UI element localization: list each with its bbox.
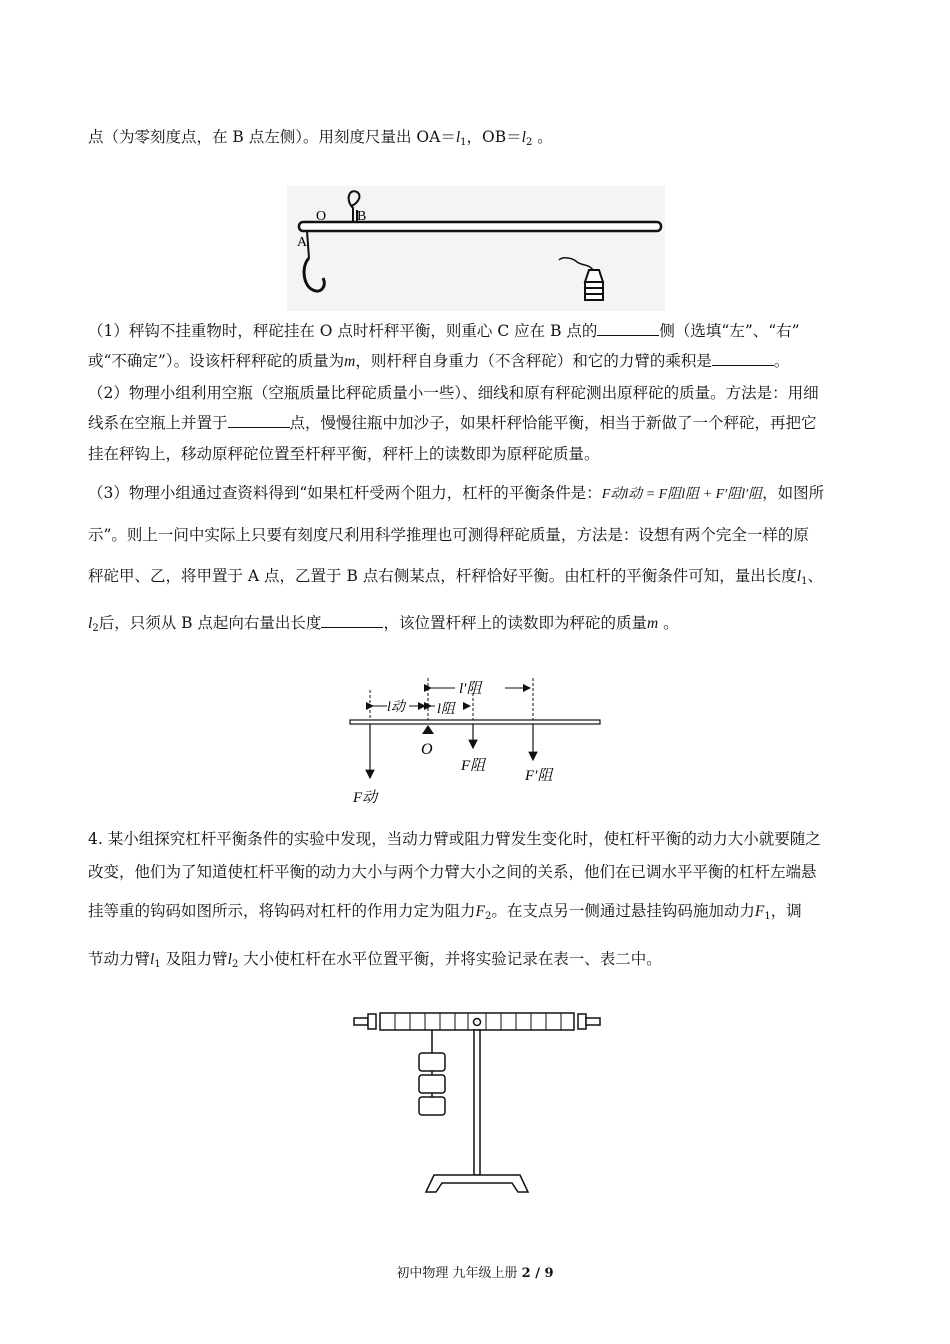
q3-line-2: 示”。则上一问中实际上只要有刻度尺利用科学推理也可测得秤砣质量，方法是：设想有两个完全一样的原 (88, 526, 809, 544)
label-B: B (357, 209, 367, 224)
text-line-oa-ob: 点（为零刻度点，在 B 点左侧）。用刻度尺量出 $OA=l_1$，$OB=l_2$ 。 (88, 128, 553, 148)
label-O: O (316, 209, 327, 224)
stand-base (426, 1175, 528, 1192)
answer-blank[interactable] (228, 413, 290, 428)
page-footer: 初中物理 九年级上册 2 / 9 (396, 1266, 554, 1281)
label-F-zu: F阻 (461, 758, 486, 774)
page-total: 9 (544, 1266, 554, 1281)
page-number: 2 (521, 1266, 531, 1281)
q4-line-4: 节动力臂$l_1$ 及阻力臂$l_2$ 大小使杠杆在水平位置平衡，并将实验记录在表一、表二中。 (88, 950, 662, 970)
q2-line-2: 线系在空瓶上并置于 点，慢慢往瓶中加沙子，如果杆秤恰能平衡，相当于新做了一个秤砣，再把它 (88, 414, 817, 432)
label-F-zu-prime: F′阻 (525, 768, 553, 784)
q3-line-1: （3）物理小组通过查资料得到“如果杠杆受两个阻力，杠杆的平衡条件是：F动l动 = F阻l阻 + F′阻l′阻，如图所 (88, 484, 825, 502)
answer-blank[interactable] (321, 613, 383, 628)
steelyard-beam (299, 222, 661, 231)
q3-line-4: $l_2$后，只须从 B 点起向右量出长度 ，该位置杆秤上的读数即为秤砣的质量m 。 (88, 614, 679, 634)
lever-force-diagram (345, 668, 607, 813)
hook-weights (419, 1053, 445, 1115)
answer-blank[interactable] (712, 351, 774, 366)
q4-line-1: 4. 某小组探究杠杆平衡条件的实验中发现，当动力臂或阻力臂发生变化时，使杠杆平衡的动力大小就要随之 (88, 830, 821, 848)
q4-line-3: 挂等重的钩码如图所示，将钩码对杠杆的作用力定为阻力$F_2$。在支点另一侧通过悬挂钩码施加动力$F_1$，调 (88, 902, 802, 922)
steelyard-figure (287, 186, 665, 311)
label-l-dong: l动 (387, 700, 405, 715)
lever-formula: F动l动 = F阻l阻 + F′阻l′阻 (601, 487, 763, 502)
label-l-zu-prime: l′阻 (459, 681, 482, 697)
q3-line-3: 秤砣甲、乙，将甲置于 A 点，乙置于 B 点右侧某点，杆秤恰好平衡。由杠杆的平衡条件可知，量出长度$l_1$、 (88, 567, 823, 587)
pivot-icon (474, 1019, 481, 1026)
q2-line-1: （2）物理小组利用空瓶（空瓶质量比秤砣质量小一些）、细线和原有秤砣测出原秤砣的质量。方法是：用细 (88, 384, 819, 402)
label-A: A (297, 235, 308, 250)
label-O: O (421, 741, 433, 758)
q1-line-1: （1）秤钩不挂重物时，秤砣挂在 O 点时杆秤平衡，则重心 C 应在 B 点的 侧（选填“左”、“右” (88, 322, 800, 340)
answer-blank[interactable] (597, 321, 659, 336)
counterweight-icon (585, 270, 603, 300)
lever-stand-figure (350, 1005, 605, 1197)
q1-line-2: 或“不确定”）。设该杆秤秤砣的质量为m，则杆秤自身重力（不含秤砣）和它的力臂的乘积是 。 (88, 352, 790, 370)
q4-line-2: 改变，他们为了知道使杠杆平衡的动力大小与两个力臂大小之间的关系，他们在已调水平平衡的杠杆左端悬 (88, 863, 817, 881)
label-F-dong: F动 (353, 790, 378, 806)
label-l-zu: l阻 (437, 702, 455, 717)
lever-beam (350, 720, 600, 724)
q2-line-3: 挂在秤钩上，移动原秤砣位置至杆秤平衡，秤杆上的读数即为原秤砣质量。 (88, 445, 600, 463)
fulcrum-icon (422, 725, 434, 734)
